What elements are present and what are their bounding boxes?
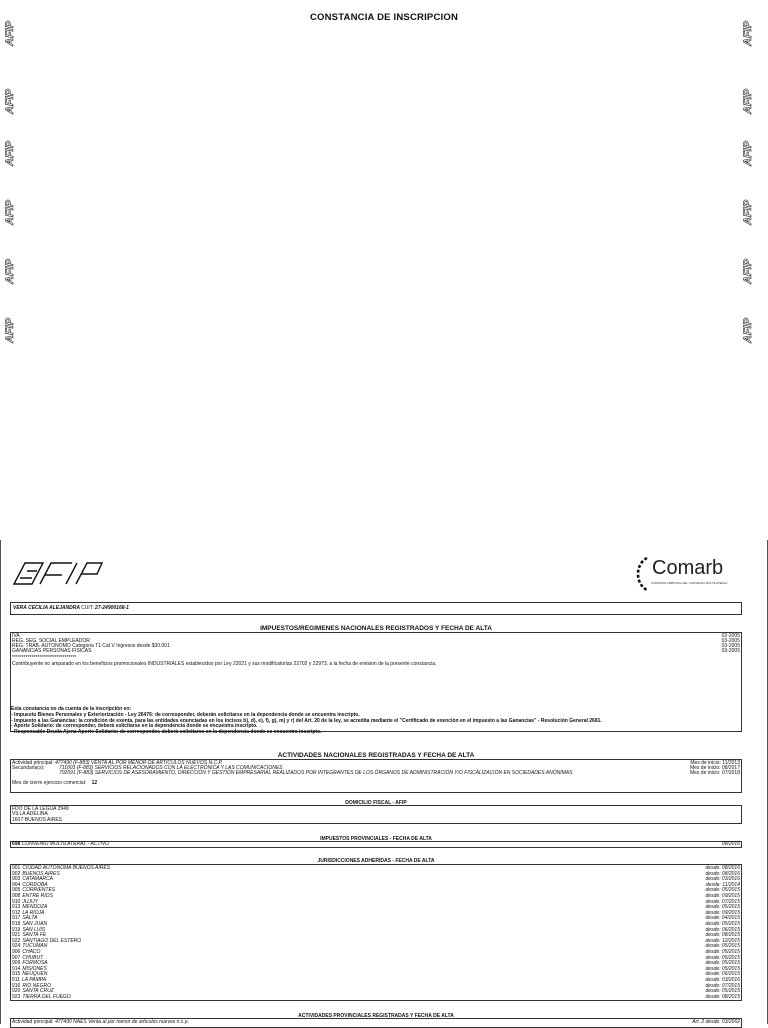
actividad-principal-date: Mes de inicio: 11/2013	[690, 760, 740, 766]
jurisdiccion-date: desde: 05/2015	[705, 954, 740, 961]
disclaimer-line: - Impuesto Bienes Personales y Exteriorización - Ley 26476: de corresponder, deberán solicitarse en la dependencia donde se encuentra inscripto.	[11, 712, 360, 718]
impuestos-stars: *********************************	[12, 655, 77, 661]
jurisdiccion-row	[12, 916, 740, 921]
afip-watermark-left	[2, 84, 18, 116]
svg-text:AFIP: AFIP	[742, 317, 754, 343]
svg-text:AFIP: AFIP	[742, 199, 754, 225]
jurisdiccion-code: 918	[12, 921, 21, 927]
actividad-secundaria-date: Mes de inicio: 07/2018	[689, 770, 740, 776]
jurisdiccion-date: desde: 05/2015	[705, 949, 740, 955]
jurisdiccion-date: desde: 06/2015	[705, 971, 740, 978]
jurisdiccion-row	[12, 894, 740, 899]
jurisdiccion-date: desde: 05/2015	[705, 904, 740, 911]
svg-text:AFIP: AFIP	[4, 317, 16, 343]
jurisdiccion-code: 924	[12, 943, 21, 950]
comarb-logo-name: Comarb	[652, 557, 724, 579]
impuesto-provincial-code: 698	[12, 841, 21, 847]
actividad-provincial-date: Art. 2 desde: 03/2002	[692, 1019, 740, 1025]
jurisdiccion-row	[12, 995, 740, 1000]
jurisdiccion-row	[12, 989, 740, 994]
jurisdiccion-name: MISIONES	[22, 965, 47, 972]
actividad-secundaria-row	[59, 771, 740, 776]
svg-text:AFIP: AFIP	[742, 88, 754, 114]
jurisdiccion-row	[12, 900, 740, 905]
jurisdiccion-name: SANTA CRUZ	[22, 988, 54, 995]
disclaimer-line: - Aporte Solidario: de corresponder, deberá solicitarse en la dependencia donde se encuentra inscripto.	[11, 723, 258, 729]
jurisdiccion-code: 922	[12, 937, 21, 944]
domicilio-line: FDO DE LA LEGUA 2949	[12, 806, 69, 812]
afip-watermark-right	[740, 254, 756, 286]
jurisdiccion-code: 909	[12, 960, 21, 967]
jurisdiccion-name: LA PAMPA	[21, 977, 47, 983]
svg-text:AFIP: AFIP	[4, 88, 16, 114]
jurisdiccion-date: desde: 03/2016	[705, 977, 740, 983]
impuesto-provincial-date: 08/2016	[721, 841, 740, 847]
afip-watermark-left	[2, 313, 18, 345]
actividades-nacionales-box	[10, 759, 742, 793]
jurisdiccion-name: CIUDAD AUTONOMA BUENOS AIRES	[22, 865, 111, 871]
jurisdiccion-code: 902	[12, 870, 21, 877]
taxpayer-name: VERA CECILIA ALEJANDRA	[13, 605, 80, 611]
jurisdiccion-date: desde: 09/2015	[705, 893, 740, 899]
actividad-provincial-row	[12, 1020, 740, 1025]
impuesto-name: IVA	[12, 633, 20, 639]
secundarias-label: Secundaria(s):	[12, 765, 45, 771]
page-title: CONSTANCIA DE INSCRIPCION	[309, 12, 459, 23]
disclaimer-line: - Impuesto a las Ganancias: la condición de exenta, para las entidades enunciadas en los incisos b), d), e), f), g), m) y r) del Art. 20 de la ley, se acredita mediante el "Certificado de exención en el impuesto a las Ganancias" - Resolución General 2681.	[11, 717, 602, 724]
jurisdiccion-name: TUCUMAN	[22, 943, 48, 950]
afip-watermark-right	[740, 195, 756, 227]
cuit-value: 27-24900168-1	[95, 605, 129, 611]
jurisdiccion-row	[12, 956, 740, 961]
jurisdicciones-box	[10, 864, 742, 1001]
jurisdiccion-row	[12, 944, 740, 949]
afip-watermark-left	[2, 16, 18, 48]
jurisdiccion-name: CORDOBA	[22, 881, 48, 888]
svg-text:AFIP: AFIP	[4, 199, 16, 225]
comarb-logo-subtitle: COMISIÓN ARBITRAL DEL CONVENIO MULTILATERAL	[651, 581, 728, 585]
jurisdiccion-date: desde: 07/2015	[705, 898, 740, 905]
disclaimer-line: - Responsable Deuda Ajena Aporte Solidario: de corresponder, deberá solicitarse en la dependencia donde se encuentra inscripto.	[11, 728, 322, 735]
jurisdiccion-date: desde: 05/2015	[705, 988, 740, 995]
impuesto-date: 03-2005	[721, 643, 740, 649]
domicilio-line: VILLA ADELINA	[12, 811, 48, 818]
afip-watermark-left	[2, 195, 18, 227]
svg-text:AFIP: AFIP	[742, 258, 754, 284]
actividad-secundaria: 702091 (F-883) SERVICIOS DE ASESORAMIENTO, DIRECCIÓN Y GESTIÓN EMPRESARIAL REALIZADOS POR INTEGRANTES DE LOS ÓRGANOS DE ADMINISTRACIÓN Y/O FISCALIZACIÓN EN SOCIEDADES ANÓNIMAS	[59, 770, 573, 776]
jurisdiccion-row	[12, 888, 740, 893]
jurisdiccion-name: SAN LUIS	[22, 926, 46, 933]
impuesto-name: REG. SEG. SOCIAL EMPLEADOR	[12, 638, 90, 644]
jurisdiccion-code: 915	[12, 971, 21, 978]
jurisdiccion-name: CORRIENTES	[22, 887, 56, 894]
actividades-nacionales-title: ACTIVIDADES NACIONALES REGISTRADAS Y FECHA DE ALTA	[277, 752, 475, 759]
jurisdiccion-date: desde: 09/2015	[705, 909, 740, 916]
jurisdiccion-code: 906	[12, 949, 21, 955]
cierre-value: 12	[91, 780, 98, 786]
impuesto-date: 02-2005	[721, 633, 740, 639]
actividades-provinciales-title: ACTIVIDADES PROVINCIALES REGISTRADAS Y FECHA DE ALTA	[298, 1013, 454, 1019]
jurisdiccion-date: desde: 05/2015	[705, 943, 740, 950]
afip-watermark-right	[740, 313, 756, 345]
afip-watermark-left	[2, 254, 18, 286]
jurisdiccion-row	[12, 961, 740, 966]
jurisdiccion-code: 917	[12, 915, 21, 922]
jurisdiccion-name: SALTA	[22, 915, 38, 922]
jurisdiccion-code: 905	[12, 887, 21, 894]
impuestos-note: Contribuyente no amparado en los beneficios promocionales INDUSTRIALES establecidos por Ley 22021 y sus modificatorias 22702 y 22973, a la fecha de emision de la presente constancia.	[12, 661, 437, 667]
domicilio-line: 1607-BUENOS AIRES	[12, 816, 63, 823]
domicilio-title: DOMICILIO FISCAL - AFIP	[345, 800, 407, 806]
jurisdiccion-name: NEUQUEN	[22, 971, 48, 978]
impuesto-provincial-row	[12, 842, 740, 847]
disclaimer-heading: Esta constancia no da cuenta de la inscripción en:	[11, 706, 132, 712]
jurisdiccion-name: ENTRE RIOS	[22, 893, 53, 899]
actividad-principal: 477490 (F-883) VENTA AL POR MENOR DE ARTICULOS NUEVOS N.C.P.	[55, 760, 223, 766]
jurisdiccion-row	[12, 872, 740, 877]
svg-text:AFIP: AFIP	[4, 258, 16, 284]
jurisdiccion-row	[12, 967, 740, 972]
jurisdiccion-code: 913	[12, 904, 21, 911]
svg-text:AFIP: AFIP	[4, 140, 16, 166]
impuesto-date: 03-2005	[721, 648, 740, 654]
impuesto-date: 03-2005	[721, 638, 740, 644]
jurisdiccion-name: CATAMARCA	[22, 876, 53, 883]
jurisdiccion-date: desde: 08/2015	[705, 932, 740, 939]
actividad-principal-label: Actividad principal:	[12, 760, 54, 766]
jurisdiccion-code: 923	[12, 993, 21, 1000]
jurisdiccion-date: desde: 08/2016	[705, 865, 740, 871]
jurisdiccion-code: 916	[12, 982, 21, 989]
jurisdiccion-name: SANTIAGO DEL ESTERO	[22, 937, 82, 944]
jurisdiccion-row	[12, 939, 740, 944]
cierre-row	[12, 781, 97, 786]
jurisdiccion-name: MENDOZA	[22, 904, 48, 911]
jurisdiccion-name: TIERRA DEL FUEGO	[22, 993, 71, 1000]
jurisdicciones-title: JURISDICCIONES ADHERIDAS - FECHA DE ALTA	[317, 858, 435, 864]
afip-watermark-right	[740, 136, 756, 168]
afip-watermark-right	[740, 16, 756, 48]
jurisdiccion-code: 901	[12, 865, 21, 871]
actividad-secundaria: 711003 (F-883) SERVICIOS RELACIONADOS CON LA ELECTRÓNICA Y LAS COMUNICACIONES	[59, 765, 283, 771]
jurisdiccion-code: 911	[12, 977, 20, 983]
jurisdiccion-date: desde: 05/2015	[705, 887, 740, 894]
actividad-provincial-label: Actividad principal:	[12, 1019, 54, 1025]
actividad-secundaria-date: Mes de inicio: 08/2017	[689, 765, 740, 771]
jurisdiccion-code: 907	[12, 954, 21, 961]
jurisdiccion-code: 912	[12, 909, 21, 916]
jurisdiccion-row	[12, 928, 740, 933]
impuesto-name: REG. TRAB. AUTONOMO Categoria T1 Cat V Ingresos desde $30.001	[12, 643, 170, 649]
jurisdiccion-name: CHUBUT	[22, 954, 44, 961]
jurisdiccion-row	[12, 984, 740, 989]
actividades-provinciales-box	[10, 1018, 742, 1028]
jurisdiccion-row	[12, 950, 740, 955]
jurisdiccion-date: desde: 06/2015	[705, 926, 740, 933]
cierre-label: Mes de cierre ejercicio comercial:	[12, 780, 87, 786]
jurisdiccion-name: BUENOS AIRES	[22, 870, 60, 877]
svg-text:AFIP: AFIP	[4, 20, 16, 46]
afip-logo	[10, 557, 106, 589]
jurisdiccion-code: 904	[12, 881, 21, 888]
jurisdiccion-date: desde: 05/2015	[705, 921, 740, 927]
jurisdiccion-row	[12, 905, 740, 910]
jurisdiccion-name: SAN JUAN	[22, 921, 48, 927]
page-border-left	[0, 540, 1, 1024]
taxpayer-box	[10, 602, 742, 615]
impuesto-row	[12, 649, 740, 654]
jurisdiccion-date: desde: 12/2015	[705, 937, 740, 944]
jurisdiccion-date: desde: 03/2016	[705, 876, 740, 883]
jurisdiccion-name: LA RIOJA	[22, 909, 45, 916]
jurisdiccion-row	[12, 911, 740, 916]
jurisdiccion-row	[12, 883, 740, 888]
jurisdiccion-row	[12, 978, 740, 983]
impuesto-name: GANANCIAS PERSONAS FISICAS	[12, 648, 92, 654]
jurisdiccion-date: desde: 05/2015	[705, 965, 740, 972]
jurisdiccion-row	[12, 877, 740, 882]
jurisdiccion-code: 920	[12, 988, 21, 995]
jurisdiccion-date: desde: 04/2015	[705, 915, 740, 922]
jurisdiccion-code: 908	[12, 893, 21, 899]
jurisdiccion-date: desde: 07/2015	[705, 982, 740, 989]
jurisdiccion-date: desde: 05/2015	[705, 960, 740, 967]
impuestos-nacionales-title: IMPUESTOS/REGIMENES NACIONALES REGISTRADOS Y FECHA DE ALTA	[260, 625, 492, 632]
jurisdiccion-code: 919	[12, 926, 21, 933]
svg-text:AFIP: AFIP	[742, 20, 754, 46]
jurisdiccion-date: desde: 11/2014	[705, 881, 740, 888]
impuestos-provinciales-box	[10, 841, 742, 848]
actividad-provincial: 477490 NAES Venta al por menor de artículos nuevos n.c.p.	[55, 1019, 189, 1025]
jurisdiccion-name: RIO NEGRO	[22, 982, 51, 989]
jurisdiccion-name: CHACO	[22, 949, 41, 955]
jurisdiccion-row	[12, 933, 740, 938]
jurisdiccion-date: desde: 08/2016	[705, 870, 740, 877]
jurisdiccion-name: SANTA FE	[22, 932, 47, 939]
jurisdiccion-code: 910	[12, 898, 21, 905]
jurisdiccion-name: FORMOSA	[22, 960, 48, 967]
jurisdiccion-code: 903	[12, 876, 21, 883]
svg-text:AFIP: AFIP	[742, 140, 754, 166]
jurisdiccion-code: 921	[12, 932, 21, 939]
jurisdiccion-code: 914	[12, 965, 21, 972]
impuesto-provincial-name: CONVENIO MULTILATERAL - ACTIVO	[21, 841, 110, 847]
jurisdiccion-date: desde: 08/2015	[705, 993, 740, 1000]
afip-watermark-right	[740, 84, 756, 116]
domicilio-box	[10, 805, 742, 824]
cuit-label: CUIT:	[81, 605, 94, 611]
afip-watermark-left	[2, 136, 18, 168]
impuestos-provinciales-title: IMPUESTOS PROVINCIALES - FECHA DE ALTA	[320, 836, 432, 842]
jurisdiccion-row	[12, 866, 740, 871]
jurisdiccion-name: JUJUY	[22, 898, 38, 905]
jurisdiccion-row	[12, 972, 740, 977]
jurisdiccion-row	[12, 922, 740, 927]
